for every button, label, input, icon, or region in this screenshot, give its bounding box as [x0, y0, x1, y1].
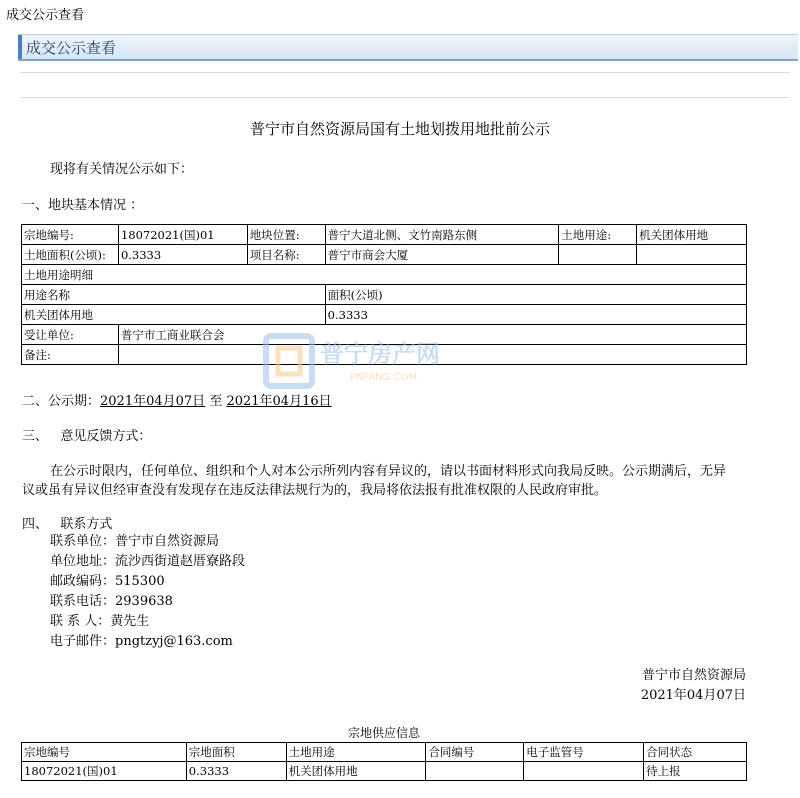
section-2-line	[22, 390, 332, 409]
panel-accent	[18, 35, 22, 59]
grantee-value: 普宁市工商业联合会	[118, 325, 746, 345]
page-heading: 成交公示查看	[6, 8, 85, 23]
contact-phone: 联系电话：2939638	[50, 594, 173, 609]
detail-use-value: 机关团体用地	[22, 305, 326, 325]
table-row	[22, 265, 747, 285]
detail-col-use: 用途名称	[22, 285, 326, 305]
detail-area-value: 0.3333	[325, 305, 746, 325]
use-label: 土地用途:	[559, 225, 637, 245]
feedback-paragraph-line-2: 议或虽有异议但经审查没有发现存在违反法律法规行为的，我局将依法报有批准权限的人民政府审批。	[22, 483, 608, 498]
supply-table	[21, 742, 747, 781]
area-label: 土地面积(公顷):	[22, 245, 119, 265]
parcel-no-value: 18072021(国)01	[118, 225, 247, 245]
supply-table-caption: 宗地供应信息	[347, 726, 420, 740]
table-cell	[426, 762, 524, 781]
table-cell: 待上报	[644, 762, 747, 781]
header-cell: 土地用途	[286, 743, 426, 762]
section-4-heading: 四、 联系方式	[22, 517, 113, 532]
table-cell: 18072021(国)01	[22, 762, 187, 781]
contact-address: 单位地址：流沙西街道赵厝寮路段	[50, 554, 246, 569]
use-value: 机关团体用地	[637, 225, 747, 245]
area-value: 0.3333	[118, 245, 247, 265]
date-separator: 至	[205, 394, 227, 409]
table-row	[22, 285, 747, 305]
signature-org: 普宁市自然资源局	[641, 668, 746, 683]
watermark-house-icon	[266, 336, 312, 386]
watermark-domain: PNFANG.COM	[350, 372, 418, 383]
watermark-name: 普宁房产网	[320, 340, 440, 368]
start-date: 2021年04月07日	[100, 394, 206, 409]
section-3-heading: 三、 意见反馈方式：	[22, 429, 152, 444]
empty-cell	[637, 245, 747, 265]
table-row	[22, 225, 747, 245]
table-row	[22, 762, 747, 781]
header-cell: 电子监管号	[524, 743, 644, 762]
project-value: 普宁市商会大厦	[325, 245, 559, 265]
intro-text: 现将有关情况公示如下：	[50, 162, 194, 177]
contact-postcode: 邮政编码：515300	[50, 574, 165, 589]
parcel-no-label: 宗地编号:	[22, 225, 119, 245]
document-title: 普宁市自然资源局国有土地划拨用地批前公示	[249, 120, 550, 138]
signature-date: 2021年04月07日	[640, 688, 746, 703]
detail-col-area: 面积(公顷)	[325, 285, 746, 305]
table-cell: 机关团体用地	[286, 762, 426, 781]
grantee-label: 受让单位:	[22, 325, 119, 345]
location-label: 地块位置:	[247, 225, 325, 245]
panel-title: 成交公示查看	[26, 39, 117, 57]
location-value: 普宁大道北侧、文竹南路东侧	[325, 225, 559, 245]
end-date: 2021年04月16日	[226, 394, 332, 409]
contact-unit: 联系单位：普宁市自然资源局	[50, 534, 220, 549]
header-cell: 宗地面积	[186, 743, 286, 762]
header-cell: 合同状态	[644, 743, 747, 762]
section-1-heading: 一、地块基本情况 ：	[22, 198, 144, 213]
empty-cell	[559, 245, 637, 265]
section-2-heading: 二、公示期：	[22, 394, 101, 409]
header-cell: 合同编号	[426, 743, 524, 762]
header-cell: 宗地编号	[22, 743, 187, 762]
panel-title-bar	[18, 34, 798, 61]
table-header-row	[22, 743, 747, 762]
remark-label: 备注:	[22, 345, 119, 365]
project-label: 项目名称:	[247, 245, 325, 265]
content-frame-divider	[20, 72, 790, 98]
feedback-paragraph-line-1: 在公示时限内，任何单位、组织和个人对本公示所列内容有异议的，请以书面材料形式向我局反映。公示期满后，无异	[50, 464, 727, 479]
table-row	[22, 245, 747, 265]
contact-person: 联 系 人：黄先生	[50, 614, 150, 629]
table-cell: 0.3333	[186, 762, 286, 781]
table-cell	[524, 762, 644, 781]
contact-email: 电子邮件：pngtzyj@163.com	[50, 634, 233, 649]
detail-label: 土地用途明细	[22, 265, 747, 285]
